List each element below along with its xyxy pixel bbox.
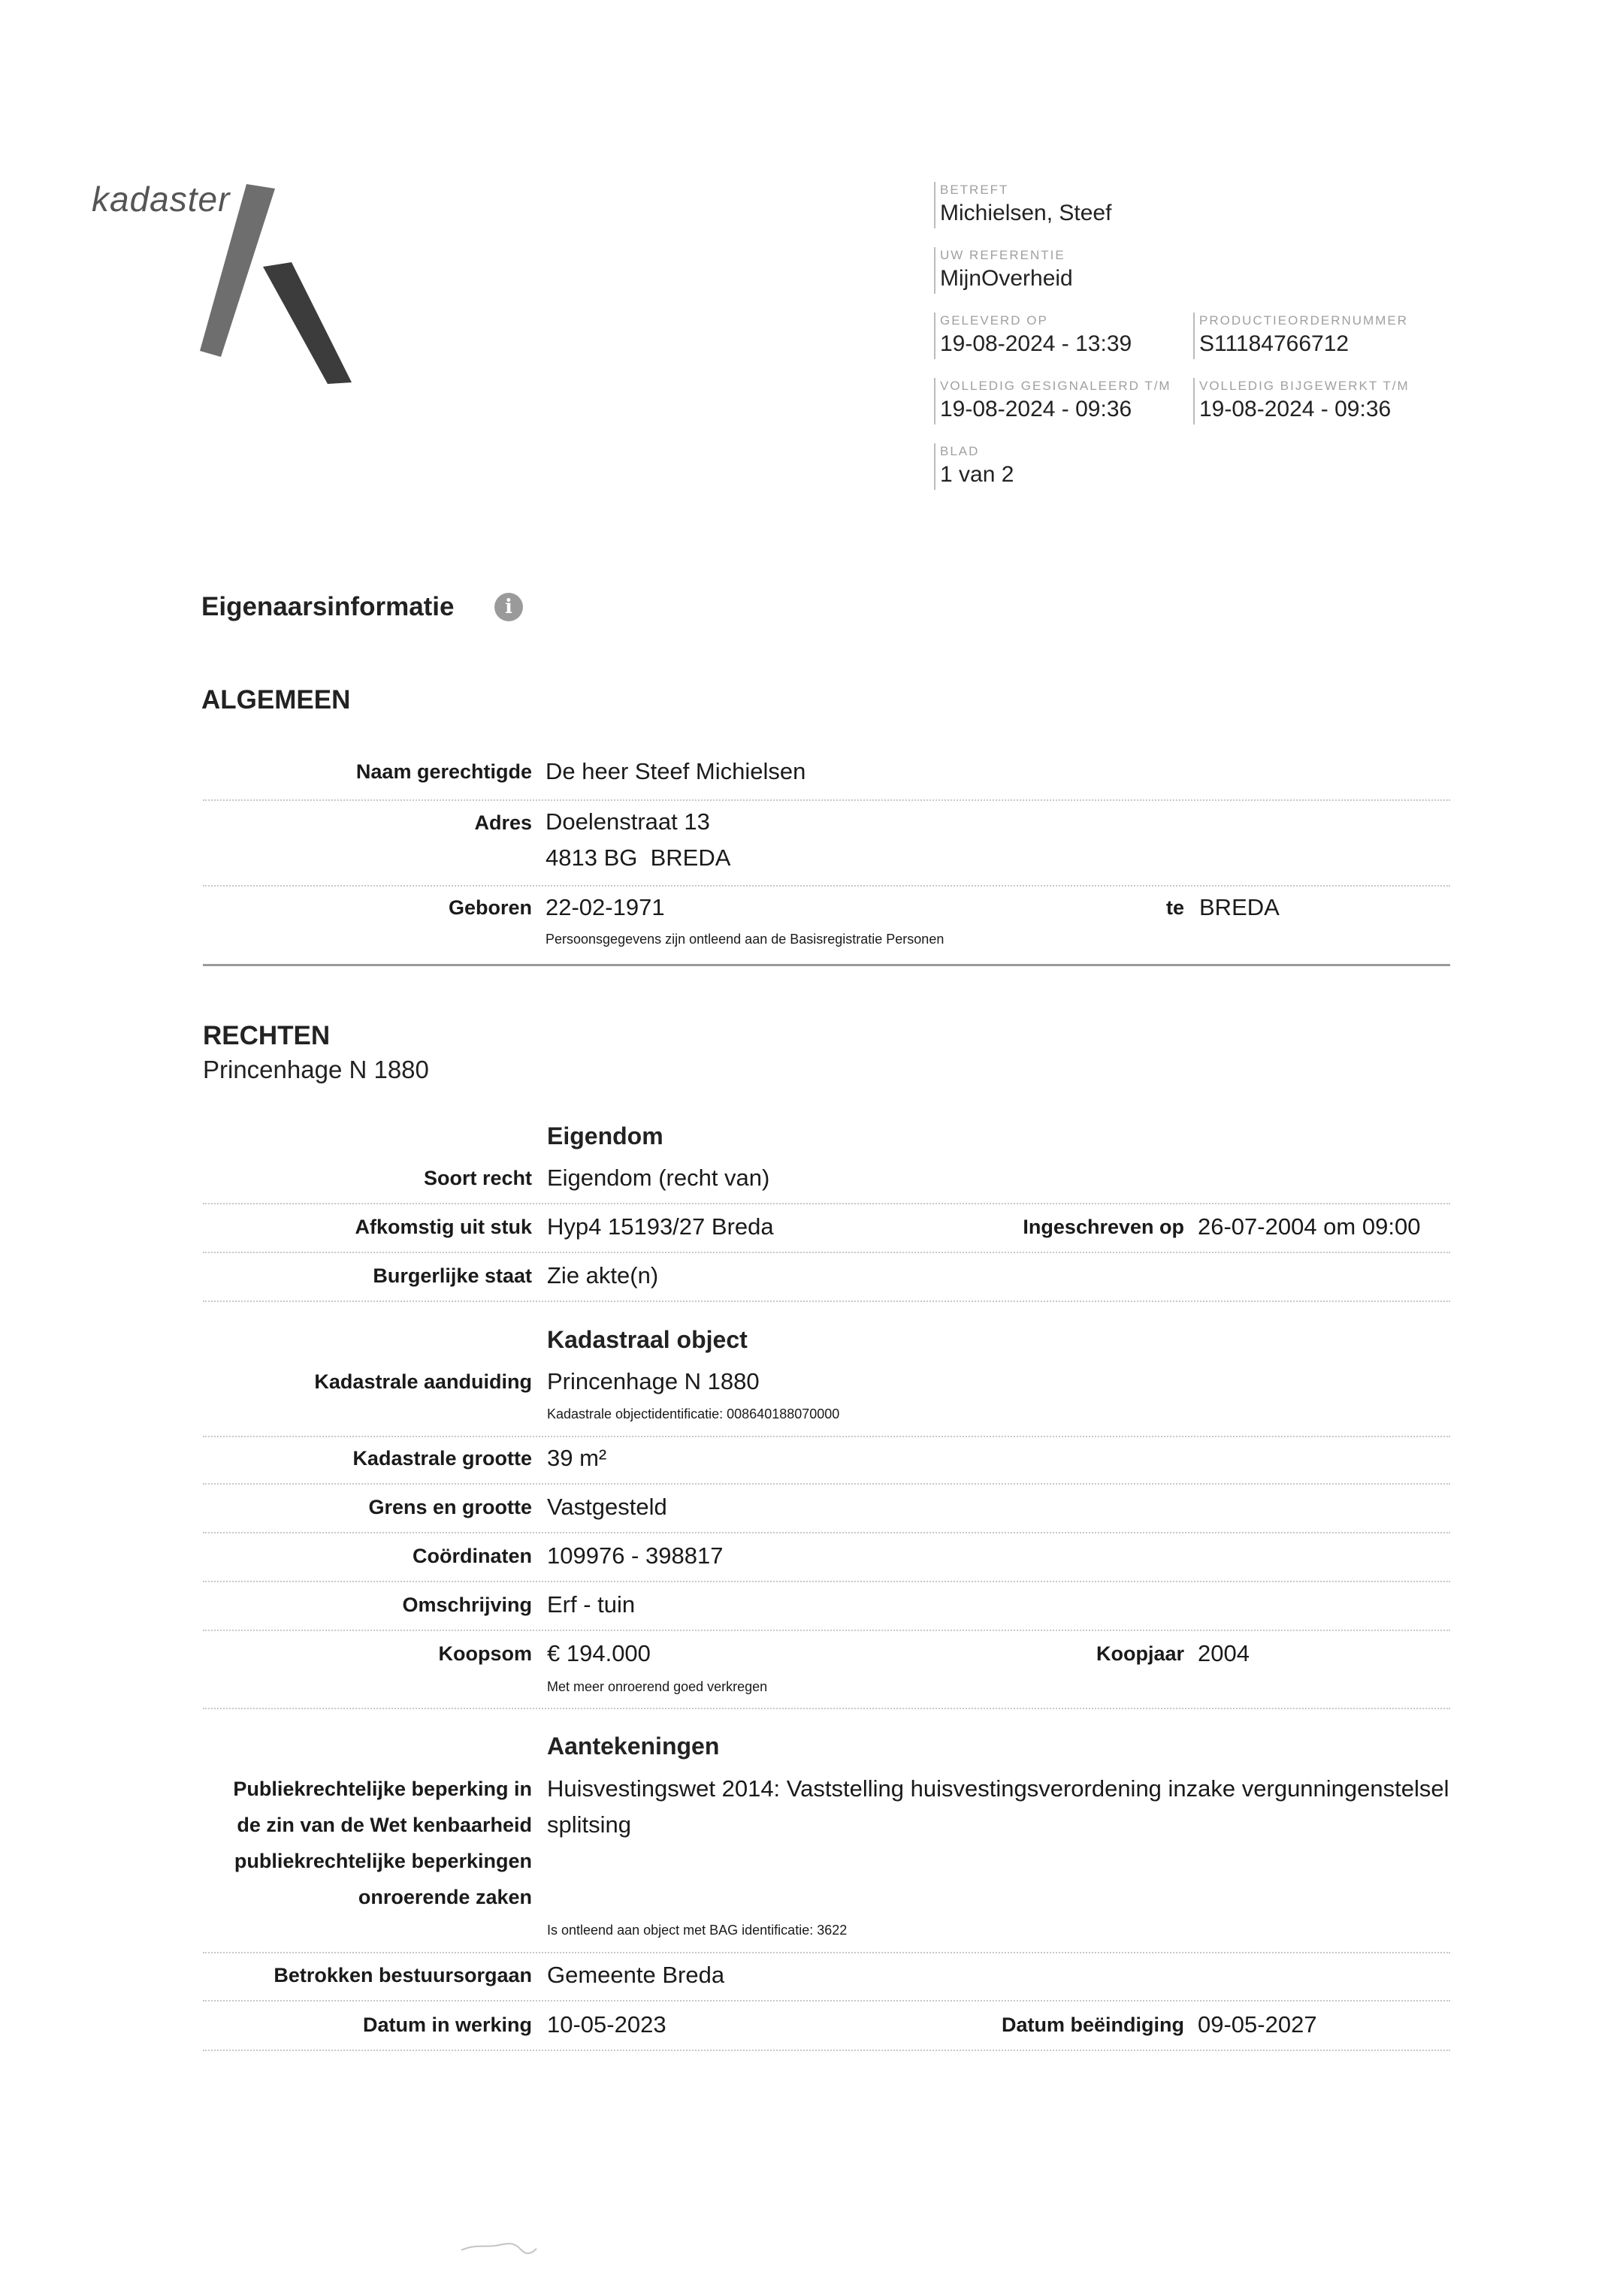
- koopsom-label: Koopsom: [438, 1642, 532, 1665]
- koopjaar-value: 2004: [1198, 1640, 1250, 1666]
- geleverd-label: GELEVERD OP: [940, 313, 1048, 328]
- divider: [203, 2050, 1450, 2051]
- adres-label: Adres: [474, 811, 532, 834]
- datum-beeindiging-label: Datum beëindiging: [1002, 2014, 1184, 2036]
- blad-label: BLAD: [940, 444, 980, 458]
- burgerlijke-staat-label: Burgerlijke staat: [373, 1264, 532, 1287]
- bijgewerkt-label: VOLLEDIG BIJGEWERKT T/M: [1199, 379, 1410, 393]
- divider: [203, 1436, 1450, 1437]
- divider: [203, 1483, 1450, 1485]
- te-label: te: [1165, 896, 1184, 919]
- datum-werking-label: Datum in werking: [362, 2014, 532, 2036]
- soort-recht-label: Soort recht: [423, 1167, 532, 1189]
- adres-line1: Doelenstraat 13: [546, 808, 710, 835]
- beperking-value-line1: Huisvestingswet 2014: Vaststelling huisvestingsverordening inzake vergunningenstelsel: [547, 1775, 1449, 1802]
- meta-referentie: [934, 247, 1073, 294]
- bijgewerkt-value: 19-08-2024 - 09:36: [1199, 397, 1392, 421]
- geleverd-value: 19-08-2024 - 13:39: [940, 331, 1132, 356]
- productieorder-value: S11184766712: [1199, 331, 1349, 356]
- scan-mark: [458, 2228, 549, 2265]
- naam-value: De heer Steef Michielsen: [546, 758, 806, 784]
- divider: [203, 2000, 1450, 2001]
- kadaster-logo-text: kadaster: [92, 180, 231, 219]
- afkomstig-label: Afkomstig uit stuk: [355, 1216, 532, 1238]
- section-rechten-heading: RECHTEN: [203, 1021, 331, 1050]
- grens-value: Vastgesteld: [547, 1494, 667, 1520]
- grens-label: Grens en grootte: [368, 1496, 532, 1518]
- meta-blad: [934, 443, 1014, 490]
- divider: [203, 1532, 1450, 1533]
- burgerlijke-staat-value: Zie akte(n): [547, 1262, 659, 1288]
- beperking-label-line4: onroerende zaken: [358, 1886, 532, 1908]
- aanduiding-label: Kadastrale aanduiding: [314, 1370, 532, 1393]
- koopsom-value: € 194.000: [547, 1640, 651, 1666]
- meta-betreft: [934, 182, 1111, 228]
- bestuursorgaan-label: Betrokken bestuursorgaan: [274, 1964, 532, 1986]
- bag-note: Is ontleend aan object met BAG identificatie: 3622: [547, 1923, 848, 1938]
- referentie-label: UW REFERENTIE: [940, 248, 1065, 262]
- beperking-label-line3: publiekrechtelijke beperkingen: [234, 1850, 532, 1872]
- productieorder-label: PRODUCTIEORDERNUMMER: [1199, 313, 1408, 328]
- persoons-note: Persoonsgegevens zijn ontleend aan de Basisregistratie Personen: [546, 932, 944, 947]
- beperking-value-line2: splitsing: [547, 1811, 631, 1838]
- divider: [203, 1708, 1450, 1709]
- ingeschreven-label: Ingeschreven op: [1023, 1216, 1184, 1238]
- bestuursorgaan-value: Gemeente Breda: [547, 1962, 725, 1988]
- section-algemeen-heading: ALGEMEEN: [201, 685, 351, 714]
- kadastraal-object-title: Kadastraal object: [547, 1326, 748, 1353]
- divider: [203, 1203, 1450, 1204]
- koopjaar-label: Koopjaar: [1096, 1642, 1184, 1665]
- datum-beeindiging-value: 09-05-2027: [1198, 2011, 1317, 2038]
- meta-bijgewerkt: [1193, 378, 1410, 424]
- meta-gesignaleerd: [934, 378, 1171, 424]
- eigendom-title: Eigendom: [547, 1122, 663, 1150]
- naam-label: Naam gerechtigde: [355, 760, 532, 783]
- geboren-label: Geboren: [448, 896, 532, 919]
- rechten-subheading: Princenhage N 1880: [203, 1056, 429, 1083]
- aantekeningen-title: Aantekeningen: [547, 1733, 720, 1760]
- koopsom-note: Met meer onroerend goed verkregen: [547, 1679, 768, 1694]
- omschrijving-label: Omschrijving: [402, 1594, 532, 1616]
- section-divider: [203, 964, 1450, 966]
- blad-value: 1 van 2: [940, 462, 1014, 487]
- divider: [203, 1630, 1450, 1631]
- referentie-value: MijnOverheid: [940, 266, 1073, 291]
- divider: [203, 1301, 1450, 1302]
- adres-line2: 4813 BG BREDA: [546, 844, 731, 871]
- betreft-label: BETREFT: [940, 183, 1009, 197]
- meta-geleverd: [934, 313, 1132, 359]
- divider: [203, 1952, 1450, 1953]
- gesignaleerd-value: 19-08-2024 - 09:36: [940, 397, 1132, 421]
- aanduiding-value: Princenhage N 1880: [547, 1368, 760, 1394]
- datum-werking-value: 10-05-2023: [547, 2011, 666, 2038]
- grootte-value: 39 m²: [547, 1445, 607, 1471]
- coordinaten-label: Coördinaten: [413, 1545, 532, 1567]
- gesignaleerd-label: VOLLEDIG GESIGNALEERD T/M: [940, 379, 1171, 393]
- te-value: BREDA: [1199, 894, 1280, 920]
- beperking-label-line2: de zin van de Wet kenbaarheid: [237, 1814, 532, 1836]
- geboren-value: 22-02-1971: [546, 894, 665, 920]
- grootte-label: Kadastrale grootte: [352, 1447, 532, 1470]
- betreft-value: Michielsen, Steef: [940, 201, 1112, 225]
- objectidentificatie-note: Kadastrale objectidentificatie: 008640188070000: [547, 1406, 840, 1421]
- page-title: Eigenaarsinformatie: [201, 592, 455, 621]
- divider: [203, 799, 1450, 801]
- divider: [203, 1581, 1450, 1582]
- divider: [203, 1252, 1450, 1253]
- kadaster-logo-mark: [197, 184, 362, 387]
- meta-productieorder: [1193, 313, 1408, 359]
- ingeschreven-value: 26-07-2004 om 09:00: [1198, 1213, 1421, 1240]
- beperking-label-line1: Publiekrechtelijke beperking in: [233, 1778, 532, 1800]
- info-icon[interactable]: i: [494, 593, 523, 621]
- coordinaten-value: 109976 - 398817: [547, 1542, 724, 1569]
- divider: [203, 885, 1450, 887]
- afkomstig-value: Hyp4 15193/27 Breda: [547, 1213, 774, 1240]
- omschrijving-value: Erf - tuin: [547, 1591, 636, 1618]
- soort-recht-value: Eigendom (recht van): [547, 1165, 770, 1191]
